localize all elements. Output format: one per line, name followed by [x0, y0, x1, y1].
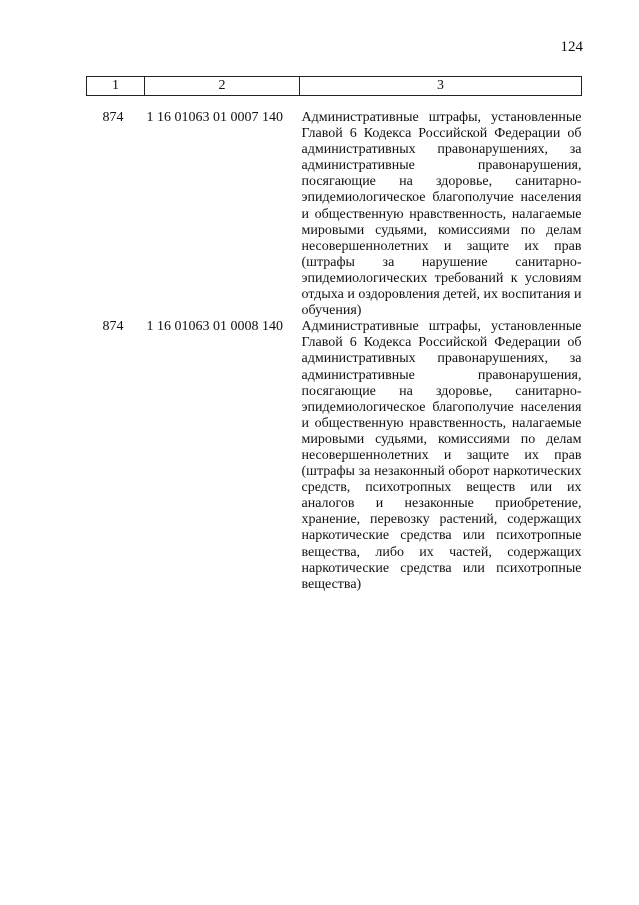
page-number: 124 — [560, 39, 583, 55]
table-header-row — [87, 77, 582, 96]
column-header-2: 2 — [145, 77, 300, 96]
row-description: Административные штрафы, установленные Главой 6 Кодекса Российской Федерации об административных правонарушениях, за административные правонарушения, посягающие на здоровье, санитарно-эпидемиологическое благополучие населения и общественную нравственность, налагаемые мировыми судьями, комиссиями по делам несовершеннолетних и защите их прав (штрафы за нарушение санитарно-эпидемиологических требований к условиям отдыха и оздоровления детей, их воспитания и обучения) — [301, 110, 582, 319]
row-admin-code: 874 — [102, 319, 124, 335]
row-budget-code: 1 16 01063 01 0007 140 — [146, 110, 283, 125]
row-description: Административные штрафы, установленные Главой 6 Кодекса Российской Федерации об административных правонарушениях, за административные правонарушения, посягающие на здоровье, санитарно-эпидемиологическое благополучие населения и общественную нравственность, налагаемые мировыми судьями, комиссиями по делам несовершеннолетних и защите их прав (штрафы за незаконный оборот наркотических средств, психотропных веществ или их аналогов и незаконные приобретение, хранение, перевозку растений, содержащих наркотические средства или психотропные вещества, либо их частей, содержащих наркотические средства или психотропные вещества) — [301, 319, 582, 592]
column-header-1: 1 — [87, 77, 145, 96]
table-row — [87, 319, 582, 593]
table-body — [87, 96, 582, 593]
column-header-3: 3 — [300, 77, 582, 96]
row-admin-code: 874 — [102, 110, 124, 125]
row-budget-code: 1 16 01063 01 0008 140 — [146, 319, 283, 335]
table-header — [87, 77, 582, 96]
table-spacer — [87, 96, 582, 111]
table-row — [87, 110, 582, 319]
budget-codes-table — [86, 76, 582, 593]
